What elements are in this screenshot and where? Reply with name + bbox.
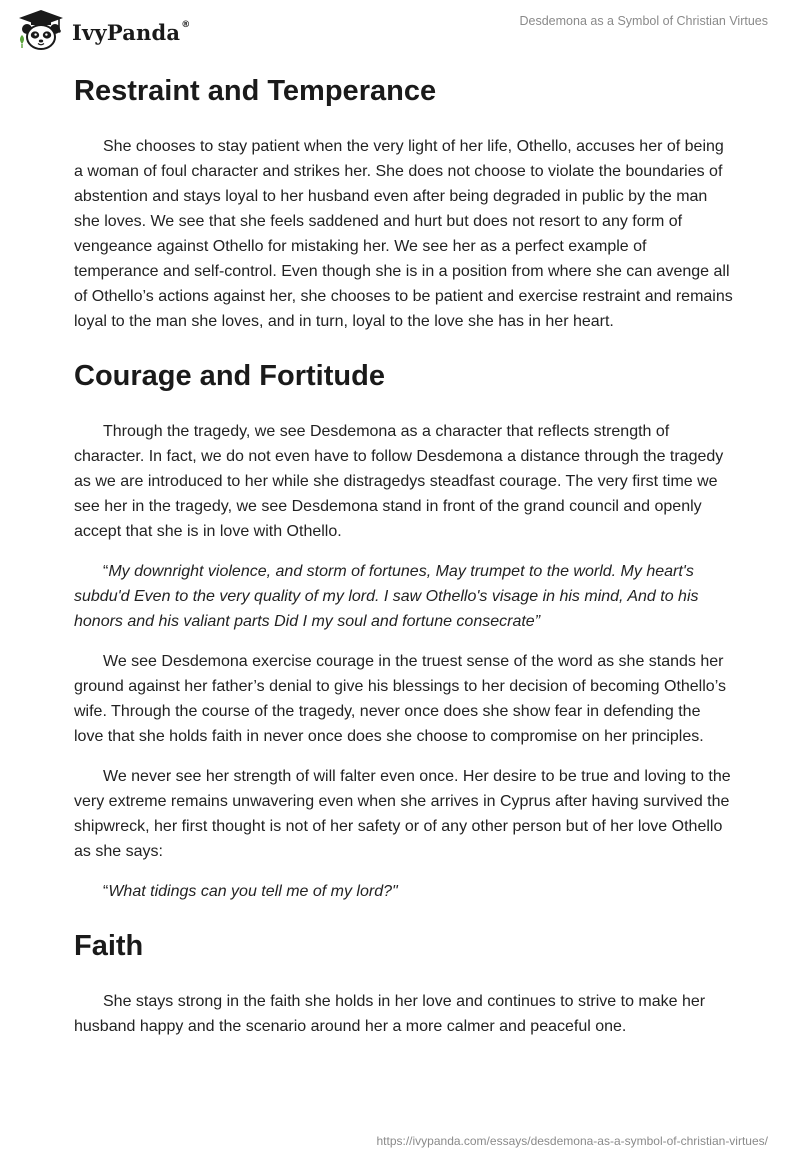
paragraph: Through the tragedy, we see Desdemona as a character that reflects strength of character. In fact, we do not even have to follow Desdemona a distance through the tragedy as we are introduced to her while she distragedys steadfast courage. The very first time we see her in the tragedy, we see Desdemona stand in front of the grand council and openly accept that she is in love with Othello. <box>74 423 724 540</box>
quote-paragraph <box>74 879 734 904</box>
quote-mark: “ <box>103 883 109 900</box>
quote-paragraph <box>74 559 734 634</box>
paragraph: We see Desdemona exercise courage in the truest sense of the word as she stands her ground against her father’s denial to give his blessings to her decision of becoming Othello’s wife. Through the course of the tragedy, never once does she show fear in defending the love that she holds faith in never once does she choose to compromise on her principles. <box>74 653 726 745</box>
section-heading-faith: Faith <box>74 930 144 962</box>
source-url[interactable]: https://ivypanda.com/essays/desdemona-as-a-symbol-of-christian-virtues/ <box>376 1134 768 1148</box>
quote-text: My downright violence, and storm of fortunes, May trumpet to the world. My heart's subdu'd Even to the very quality of my lord. I saw Othello's visage in his mind, And to his honors and his valiant parts Did I my soul and fortune consecrate” <box>74 563 699 630</box>
section-heading-courage: Courage and Fortitude <box>74 360 385 392</box>
essay-body <box>74 68 734 1039</box>
quote-text: What tidings can you tell me of my lord?" <box>108 883 398 900</box>
paragraph: We never see her strength of will falter even once. Her desire to be true and loving to the very extreme remains unwavering even when she arrives in Cyprus after having survived the shipwreck, her first thought is not of her safety or of any other person but of her love Othello as she says: <box>74 768 731 860</box>
page-header <box>0 0 800 60</box>
brand-logo[interactable] <box>16 8 189 52</box>
document-title: Desdemona as a Symbol of Christian Virtues <box>519 14 768 28</box>
registered-mark: ® <box>181 19 191 30</box>
section-heading-restraint: Restraint and Temperance <box>74 75 437 107</box>
paragraph: She chooses to stay patient when the very light of her life, Othello, accuses her of being a woman of foul character and strikes her. She does not choose to violate the boundaries of abstention and stays loyal to her husband even after being degraded in public by the man she loves. We see that she feels saddened and hurt but does not resort to any form of vengeance against Othello for mistaking her. We see her as a perfect example of temperance and self-control. Even though she is in a position from where she can avenge all of Othello’s actions against her, she chooses to be patient and exercise restraint and remains loyal to the man she loves, and in turn, loyal to the love she has in her heart. <box>74 138 733 330</box>
brand-name: IvyPanda® <box>72 19 191 45</box>
quote-mark: “ <box>103 563 109 580</box>
panda-graduate-icon <box>16 8 66 52</box>
paragraph: She stays strong in the faith she holds in her love and continues to strive to make her husband happy and the scenario around her a more calmer and peaceful one. <box>74 993 706 1035</box>
